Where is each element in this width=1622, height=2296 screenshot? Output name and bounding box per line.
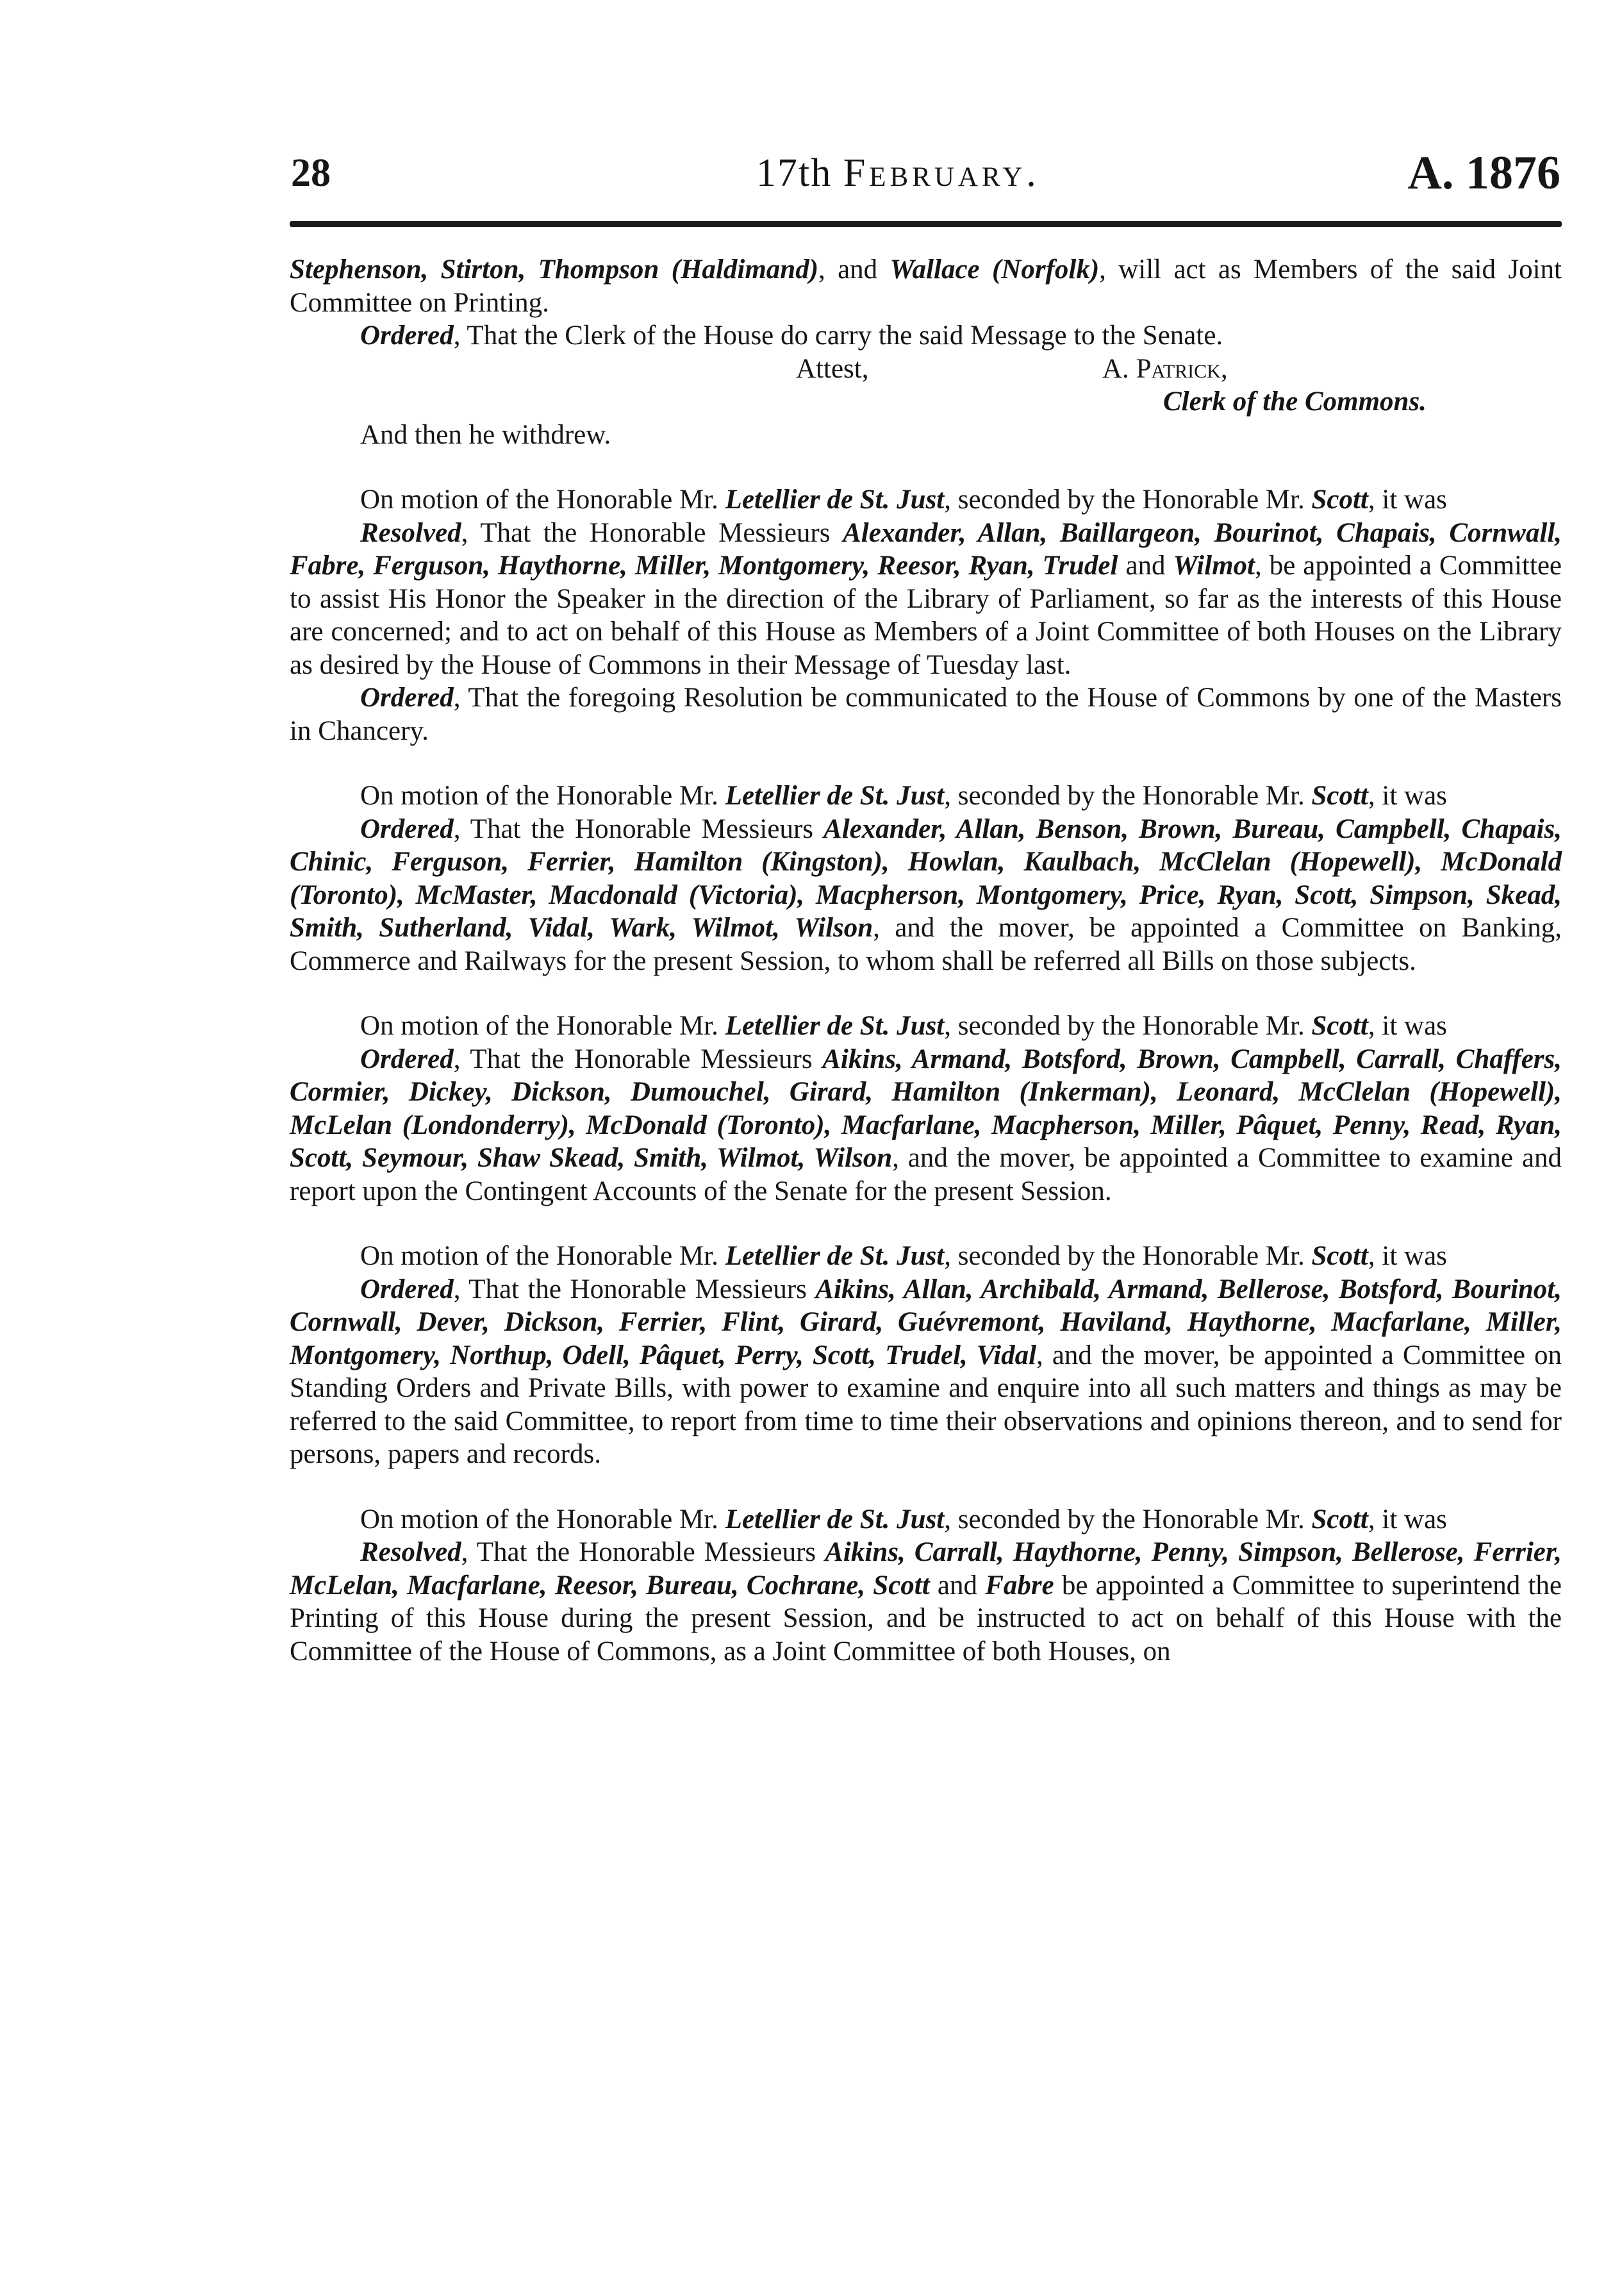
attestation — [290, 353, 1562, 419]
running-header — [282, 138, 1560, 208]
motion-intro: On motion of the Honorable Mr. Letellier de St. Just, seconded by the Honorable Mr. Scott, it was — [360, 1504, 1447, 1535]
signatory-initial: A. — [1102, 353, 1136, 384]
resolution-paragraph: Ordered, That the Honorable Messieurs Aikins, Armand, Botsford, Brown, Campbell, Carrall, Chaffers, Cormier, Dickey, Dickson, Dumouchel, Girard, Hamilton (Inkerman), Leonard, McClelan (Hopewell), McLelan (Londonderry), McDonald (Toronto), Macfarlane, Macpherson, Miller, Pâquet, Penny, Read, Ryan, Scott, Seymour, Shaw Skead, Smith, Wilmot, Wilson, and the mover, be appointed a Committee to examine and report upon the Contingent Accounts of the Senate for the present Session. — [290, 1044, 1562, 1206]
header-date-day: 17th — [756, 151, 843, 195]
motion-block — [290, 483, 1562, 747]
resolution-paragraph: Ordered, That the Honorable Messieurs Aikins, Allan, Archibald, Armand, Bellerose, Botsford, Bourinot, Cornwall, Dever, Dickson, Ferrier, Flint, Girard, Guévremont, Haviland, Haythorne, Macfarlane, Miller, Montgomery, Northup, Odell, Pâquet, Perry, Scott, Trudel, Vidal, and the mover, be appointed a Committee on Standing Orders and Private Bills, with power to examine and enquire into all such matters and things as may be referred to the said Committee, to report from time to time their observations and opinions thereon, and to send for persons, papers and records. — [290, 1274, 1562, 1469]
section-gap — [290, 747, 1562, 779]
motion-block — [290, 1010, 1562, 1208]
page-body — [290, 253, 1562, 1668]
motion-intro: On motion of the Honorable Mr. Letellier de St. Just, seconded by the Honorable Mr. Scott, it was — [360, 485, 1447, 515]
resolution-paragraph: Resolved, That the Honorable Messieurs Aikins, Carrall, Haythorne, Penny, Simpson, Bellerose, Ferrier, McLelan, Macfarlane, Reesor, Bureau, Cochrane, Scott and Fabre be appointed a Committee to superintend the Printing of this House during the present Session, and be instructed to act on behalf of this House with the Committee of the House of Commons, as a Joint Committee of both Houses, on — [290, 1537, 1562, 1667]
header-date-month: February. — [843, 151, 1040, 195]
resolution-paragraph: Ordered, That the foregoing Resolution be communicated to the House of Commons by one of the Masters in Chancery. — [290, 683, 1562, 746]
signatory-name: Patrick, — [1136, 353, 1228, 384]
signatory-title: Clerk of the Commons. — [1163, 386, 1427, 417]
motion-intro: On motion of the Honorable Mr. Letellier de St. Just, seconded by the Honorable Mr. Scott, it was — [360, 1241, 1447, 1271]
motions-list — [290, 451, 1562, 1668]
section-gap — [290, 1208, 1562, 1240]
attest-signatory — [1102, 353, 1228, 386]
section-gap — [290, 451, 1562, 483]
header-date — [756, 138, 1040, 208]
header-rule — [290, 221, 1562, 227]
page-number: 28 — [291, 151, 331, 195]
header-year: A. 1876 — [1407, 147, 1560, 199]
motion-intro: On motion of the Honorable Mr. Letellier de St. Just, seconded by the Honorable Mr. Scott, it was — [360, 781, 1447, 811]
attest-label: Attest, — [796, 353, 869, 384]
paragraph: Ordered, That the Clerk of the House do carry the said Message to the Senate. — [360, 320, 1223, 351]
motion-block — [290, 1240, 1562, 1471]
paragraph: Stephenson, Stirton, Thompson (Haldimand), and Wallace (Norfolk), will act as Members of the said Joint Committee on Printing. — [290, 254, 1562, 318]
resolution-paragraph: Ordered, That the Honorable Messieurs Alexander, Allan, Benson, Brown, Bureau, Campbell, Chapais, Chinic, Ferguson, Ferrier, Hamilton (Kingston), Howlan, Kaulbach, McClelan (Hopewell), McDonald (Toronto), McMaster, Macdonald (Victoria), Macpherson, Montgomery, Price, Ryan, Scott, Simpson, Skead, Smith, Sutherland, Vidal, Wark, Wilmot, Wilson, and the mover, be appointed a Committee on Banking, Commerce and Railways for the present Session, to whom shall be referred all Bills on those subjects. — [290, 813, 1562, 976]
motion-intro: On motion of the Honorable Mr. Letellier de St. Just, seconded by the Honorable Mr. Scott, it was — [360, 1011, 1447, 1041]
section-gap — [290, 1471, 1562, 1503]
section-gap — [290, 977, 1562, 1010]
motion-block — [290, 779, 1562, 977]
withdrew-line: And then he withdrew. — [360, 419, 611, 450]
resolution-paragraph: Resolved, That the Honorable Messieurs Alexander, Allan, Baillargeon, Bourinot, Chapais, Cornwall, Fabre, Ferguson, Haythorne, Miller, Montgomery, Reesor, Ryan, Trudel and Wilmot, be appointed a Committee to assist His Honor the Speaker in the direction of the Library of Parliament, so far as the interests of this House are concerned; and to act on behalf of this House as Members of a Joint Committee of both Houses on the Library as desired by the House of Commons in their Message of Tuesday last. — [290, 517, 1562, 680]
motion-block — [290, 1503, 1562, 1668]
